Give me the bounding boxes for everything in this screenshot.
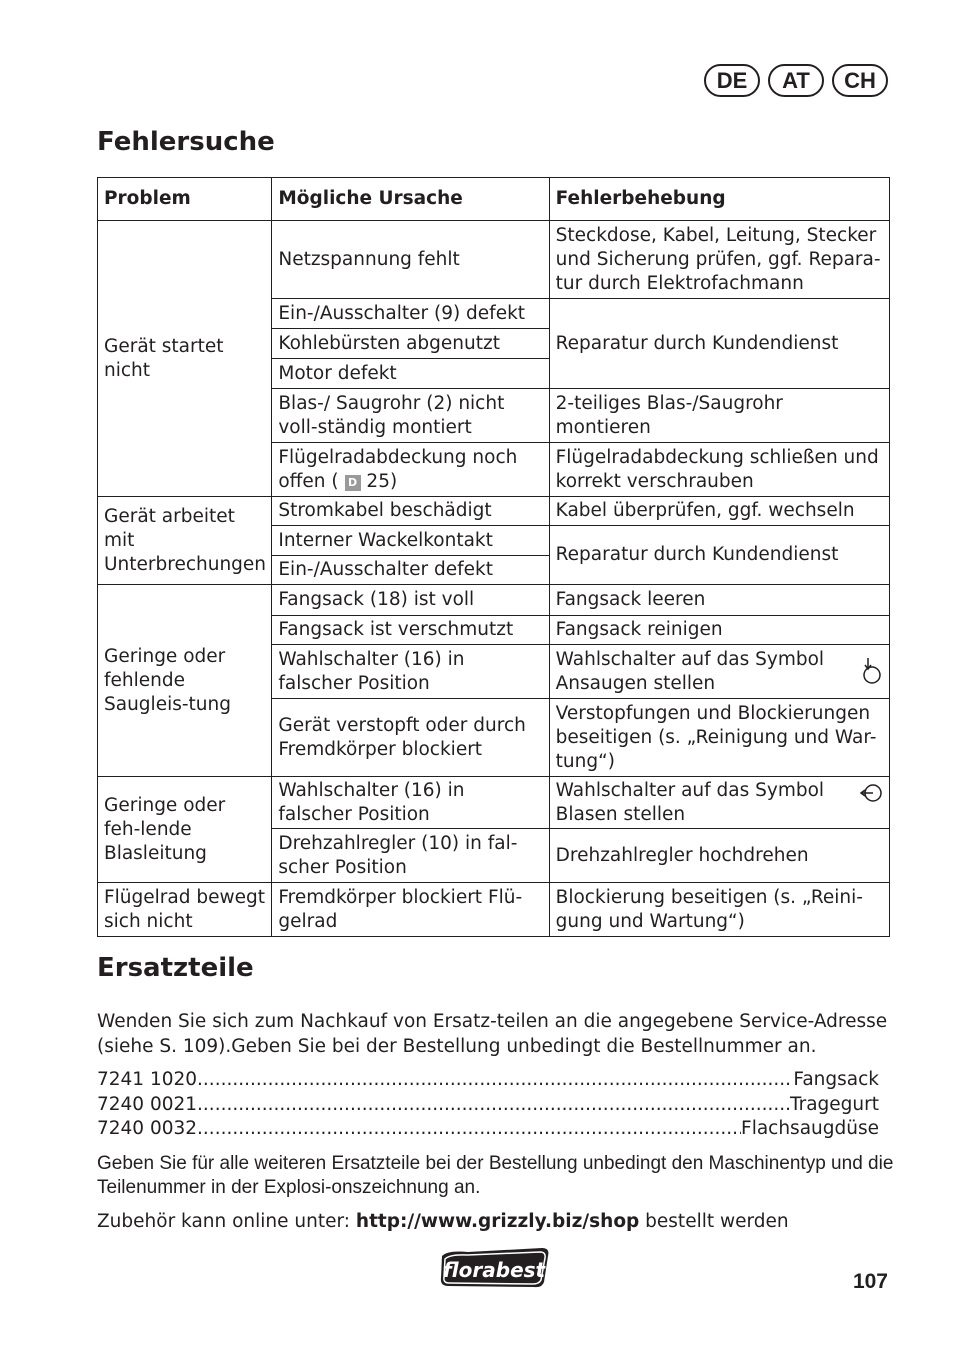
cause-cell bbox=[272, 443, 549, 497]
cause-cell: Gerät verstopft oder durch Fremdkörper blockiert bbox=[272, 699, 549, 777]
cause-cell: Stromkabel beschädigt bbox=[272, 497, 549, 526]
cause-cell: Fangsack (18) ist voll bbox=[272, 585, 549, 616]
accessory-suffix: bestellt werden bbox=[645, 1211, 789, 1232]
cause-cell: Ein-/Ausschalter defekt bbox=[272, 556, 549, 585]
remedy-cell: Reparatur durch Kundendienst bbox=[549, 299, 889, 389]
problem-cell: Gerät startet nicht bbox=[98, 221, 272, 497]
remedy-cell: Reparatur durch Kundendienst bbox=[549, 526, 889, 585]
part-name: Fangsack bbox=[793, 1069, 879, 1090]
cause-cell: Wahlschalter (16) in falscher Position bbox=[272, 645, 549, 699]
part-number: 7240 0021 bbox=[97, 1093, 198, 1115]
table-row bbox=[98, 883, 890, 937]
remedy-cell: Drehzahlregler hochdrehen bbox=[549, 829, 889, 883]
florabest-logo bbox=[438, 1244, 552, 1294]
remedy-text: Wahlschalter auf das Symbol Blasen stellen bbox=[555, 779, 825, 825]
suction-symbol-icon bbox=[859, 656, 883, 693]
problem-cell: Geringe oder fehlende Saugleis-tung bbox=[98, 585, 272, 777]
cause-cell: Netzspannung fehlt bbox=[272, 221, 549, 299]
accessory-line bbox=[97, 1209, 897, 1234]
list-item bbox=[97, 1117, 879, 1142]
remedy-cell: Steckdose, Kabel, Leitung, Stecker und Sicherung prüfen, ggf. Repara-tur durch Elektrofachmann bbox=[549, 221, 889, 299]
cause-cell: Wahlschalter (16) in falscher Position bbox=[272, 777, 549, 829]
cause-page-ref: 25) bbox=[366, 470, 398, 492]
cause-cell: Kohlebürsten abgenutzt bbox=[272, 329, 549, 359]
cause-cell: Blas-/ Saugrohr (2) nicht voll-ständig montiert bbox=[272, 389, 549, 443]
remedy-cell bbox=[549, 645, 889, 699]
table-row bbox=[98, 221, 890, 299]
header-problem: Problem bbox=[98, 178, 272, 221]
part-name: Flachsaugdüse bbox=[741, 1118, 879, 1139]
remedy-cell: Kabel überprüfen, ggf. wechseln bbox=[549, 497, 889, 526]
blow-symbol-icon bbox=[857, 781, 883, 812]
list-item bbox=[97, 1093, 879, 1118]
table-row bbox=[98, 585, 890, 616]
lang-badge-ch: CH bbox=[832, 64, 888, 97]
problem-cell: Geringe oder feh-lende Blasleitung bbox=[98, 777, 272, 883]
lang-badge-at: AT bbox=[768, 64, 824, 97]
header-cause: Mögliche Ursache bbox=[272, 178, 549, 221]
remedy-cell: Blockierung beseitigen (s. „Reini-gung und Wartung“) bbox=[549, 883, 889, 937]
page-number: 107 bbox=[852, 1270, 888, 1293]
cause-cell: Ein-/Ausschalter (9) defekt bbox=[272, 299, 549, 329]
spare-parts-heading: Ersatzteile bbox=[97, 953, 254, 983]
cause-cell: Fangsack ist verschmutzt bbox=[272, 616, 549, 645]
cause-cell: Motor defekt bbox=[272, 359, 549, 389]
remedy-cell: 2-teiliges Blas-/Saugrohr montieren bbox=[549, 389, 889, 443]
logo-text: florabest bbox=[442, 1258, 546, 1282]
troubleshooting-table bbox=[97, 177, 890, 937]
leader-dots bbox=[197, 1093, 790, 1118]
shop-link[interactable]: http://www.grizzly.biz/shop bbox=[355, 1211, 640, 1232]
list-item bbox=[97, 1068, 879, 1093]
lang-badge-de: DE bbox=[704, 64, 760, 97]
remedy-cell bbox=[549, 777, 889, 829]
figure-d-icon: D bbox=[345, 475, 361, 491]
troubleshooting-heading: Fehlersuche bbox=[97, 127, 275, 157]
cause-cell: Drehzahlregler (10) in fal-scher Position bbox=[272, 829, 549, 883]
leader-dots bbox=[197, 1117, 741, 1142]
part-number: 7240 0032 bbox=[97, 1118, 198, 1139]
problem-cell: Flügelrad bewegt sich nicht bbox=[98, 883, 272, 937]
cause-cell: Interner Wackelkontakt bbox=[272, 526, 549, 556]
parts-intro: Wenden Sie sich zum Nachkauf von Ersatz-teilen an die angegebene Service-Adresse (siehe S. 109).Geben Sie bei der Bestellung unbedingt die Bestellnummer an. bbox=[97, 1011, 888, 1057]
problem-cell: Gerät arbeitet mit Unterbrechungen bbox=[98, 497, 272, 585]
parts-list bbox=[97, 1068, 879, 1142]
accessory-prefix: Zubehör kann online unter: bbox=[97, 1211, 351, 1232]
language-badges bbox=[704, 64, 888, 97]
cause-cell: Fremdkörper blockiert Flü-gelrad bbox=[272, 883, 549, 937]
part-name: Tragegurt bbox=[790, 1093, 879, 1115]
remedy-cell: Fangsack reinigen bbox=[549, 616, 889, 645]
table-row bbox=[98, 497, 890, 526]
parts-note: Geben Sie für alle weiteren Ersatzteile bei der Bestellung unbedingt den Maschinentyp und die Teilenummer in der Explosi-onszeichnung an. bbox=[97, 1153, 894, 1198]
part-number: 7241 1020 bbox=[97, 1069, 198, 1090]
remedy-text: Wahlschalter auf das Symbol Ansaugen stellen bbox=[555, 648, 825, 694]
remedy-cell: Fangsack leeren bbox=[549, 585, 889, 616]
leader-dots bbox=[197, 1068, 793, 1093]
remedy-cell: Flügelradabdeckung schließen und korrekt verschrauben bbox=[549, 443, 889, 497]
header-remedy: Fehlerbehebung bbox=[549, 178, 889, 221]
table-row bbox=[98, 777, 890, 829]
table-header-row bbox=[98, 178, 890, 221]
remedy-cell: Verstopfungen und Blockierungen beseitigen (s. „Reinigung und War-tung“) bbox=[549, 699, 889, 777]
cause-text: Flügelradabdeckung noch offen ( bbox=[278, 446, 518, 492]
